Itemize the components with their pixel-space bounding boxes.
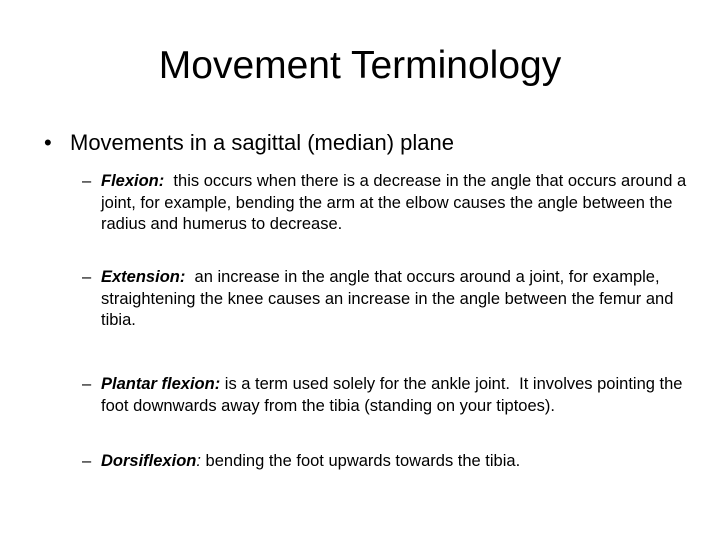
term-description: an increase in the angle that occurs around a joint, for example, straightening the knee causes an increase in the angle between the femur and tibia. xyxy=(101,268,678,329)
sub-item-flexion xyxy=(82,171,694,236)
dash-icon: – xyxy=(82,375,92,393)
slide-title: Movement Terminology xyxy=(158,44,562,87)
sub-item-dorsiflexion xyxy=(82,451,694,473)
bullet-text: Movements in a sagittal (median) plane xyxy=(70,130,454,155)
bullet-dot-icon: • xyxy=(44,130,52,155)
term-label: Dorsiflexion xyxy=(101,452,197,470)
term-colon: : xyxy=(196,452,201,470)
sub-item-extension xyxy=(82,267,694,332)
term-description: bending the foot upwards towards the tibia. xyxy=(200,452,521,470)
sub-item-body xyxy=(82,267,694,332)
term-label: Plantar flexion: xyxy=(101,375,221,393)
dash-icon: – xyxy=(82,268,92,286)
term-label: Flexion: xyxy=(101,172,165,190)
dash-icon: – xyxy=(82,452,92,470)
sub-item-body xyxy=(82,374,694,417)
term-label: Extension: xyxy=(101,268,186,286)
dash-icon: – xyxy=(82,172,92,190)
sub-item-body xyxy=(82,451,694,473)
sub-item-plantar-flexion xyxy=(82,374,694,417)
term-description: is a term used solely for the ankle joint. It involves pointing the foot downwards away from the tibia (standing on your tiptoes). xyxy=(101,375,688,415)
term-description: this occurs when there is a decrease in the angle that occurs around a joint, for example, bending the arm at the elbow causes the angle between the radius and humerus to decrease. xyxy=(101,172,691,233)
sub-item-body xyxy=(82,171,694,236)
bullet-item xyxy=(44,128,684,158)
